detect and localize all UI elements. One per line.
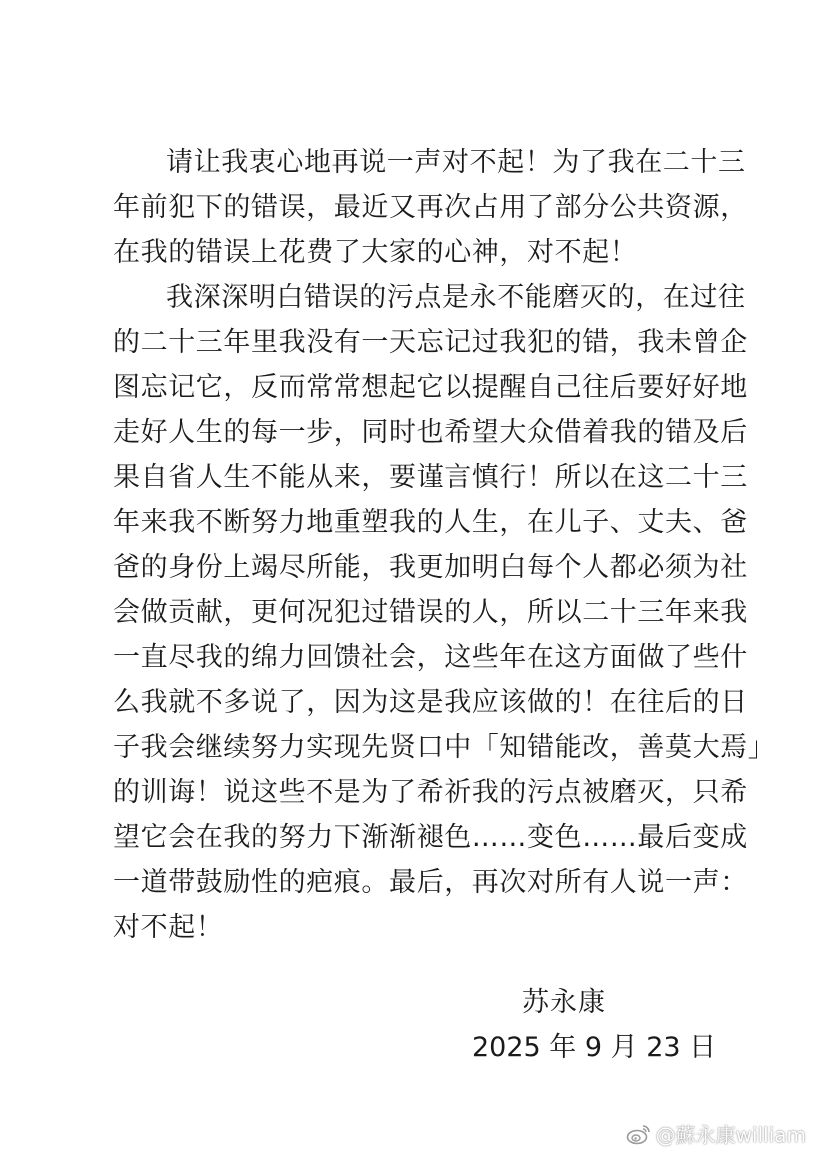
text-line: 会做贡献，更何况犯过错误的人，所以二十三年来我 — [113, 597, 748, 628]
signature-name: 苏永康 — [522, 987, 606, 1018]
text-line: 对不起！ — [113, 912, 224, 943]
text-line: 一道带鼓励性的疤痕。最后，再次对所有人说一声： — [113, 867, 748, 898]
text-line: 年前犯下的错误，最近又再次占用了部分公共资源， — [113, 192, 748, 223]
watermark-text: @蘇永康william — [655, 1123, 806, 1147]
text-line: 望它会在我的努力下渐渐褪色……变色……最后变成 — [113, 822, 748, 853]
text-line: 爸的身份上竭尽所能，我更加明白每个人都必须为社 — [113, 552, 748, 583]
text-line: 子我会继续努力实现先贤口中「知错能改，善莫大焉」 — [113, 732, 776, 763]
letter-body — [113, 140, 776, 950]
text-line: 图忘记它，反而常常想起它以提醒自己往后要好好地 — [113, 372, 748, 403]
text-line: 年来我不断努力地重塑我的人生，在儿子、丈夫、爸 — [113, 507, 748, 538]
text-line: 我深深明白错误的污点是永不能磨灭的，在过往 — [166, 282, 746, 313]
text-line: 走好人生的每一步，同时也希望大众借着我的错及后 — [113, 417, 748, 448]
text-line: 一直尽我的绵力回馈社会，这些年在这方面做了些什 — [113, 642, 748, 673]
text-line: 在我的错误上花费了大家的心神，对不起！ — [113, 237, 638, 268]
text-line: 的二十三年里我没有一天忘记过我犯的错，我未曾企 — [113, 327, 748, 358]
signature-date: 2025 年 9 月 23 日 — [472, 1032, 717, 1063]
text-line: 请让我衷心地再说一声对不起！为了我在二十三 — [166, 147, 746, 178]
paragraph-2 — [113, 275, 776, 950]
weibo-watermark — [626, 1119, 806, 1148]
text-line: 的训诲！说这些不是为了希祈我的污点被磨灭，只希 — [113, 777, 748, 808]
weibo-icon — [626, 1123, 652, 1145]
text-line: 果自省人生不能从来，要谨言慎行！所以在这二十三 — [113, 462, 748, 493]
paragraph-1 — [113, 140, 748, 275]
text-line: 么我就不多说了，因为这是我应该做的！在往后的日 — [113, 687, 748, 718]
